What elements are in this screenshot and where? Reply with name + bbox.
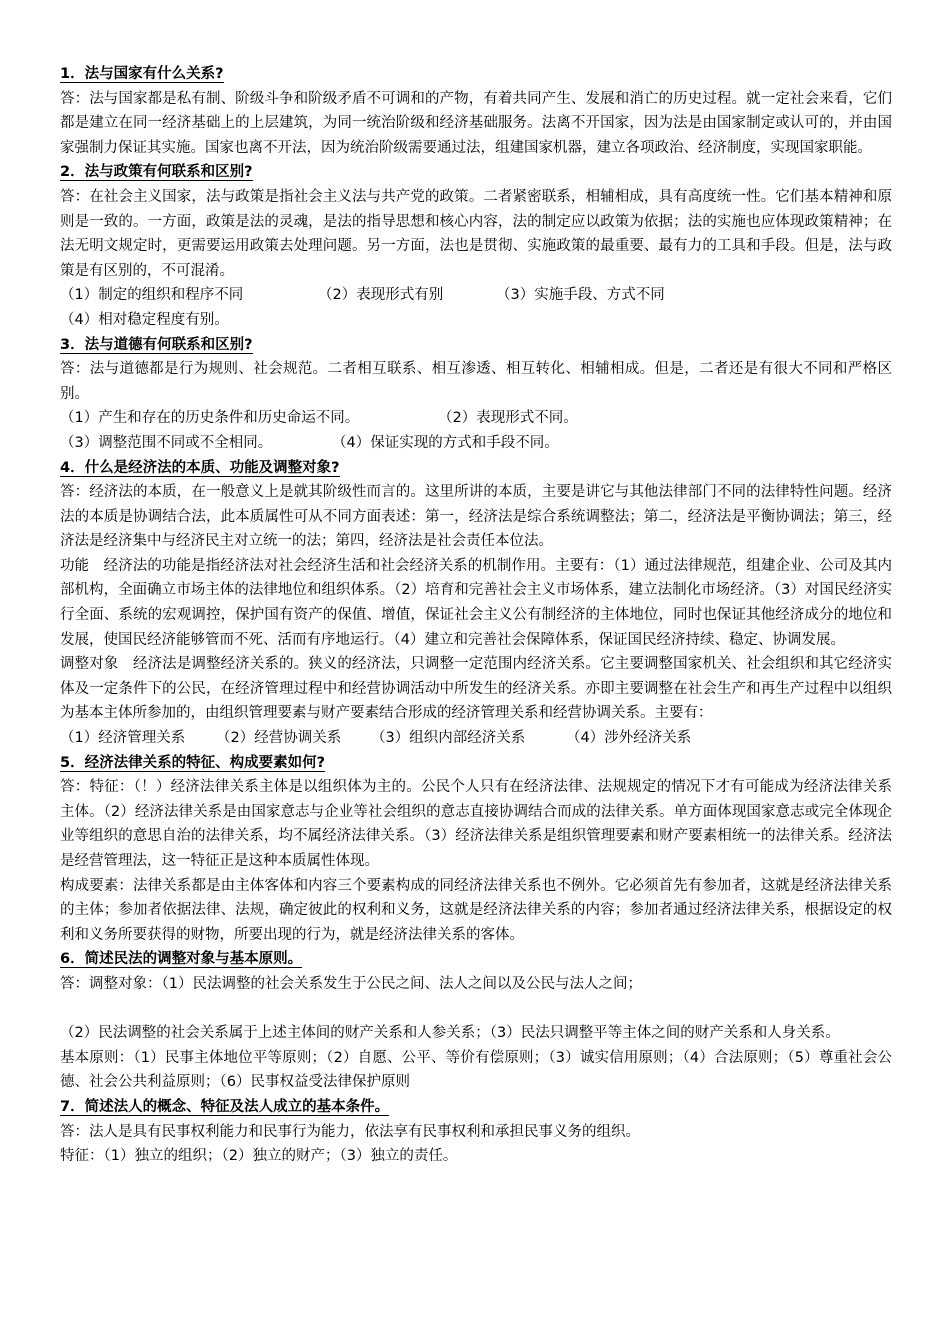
list-item: （2）经营协调关系 [216, 730, 342, 747]
question-4-function: 功能 经济法的功能是指经济法对社会经济生活和社会经济关系的机制作用。主要有：（1）通过法律规范，组建企业、公司及其内部机构，全面确立市场主体的法律地位和组织体系。（2）培育和完善社会主义市场体系，建立法制化市场经济。（3）对国民经济实行全面、系统的宏观调控，保护国有资产的保值、增值，保证社会主义公有制经济的主体地位，同时也保证其他经济成分的地位和发展，使国民经济能够管而不死、活而有序地运行。（4）建立和完善社会保障体系，保证国民经济持续、稳定、协调发展。 [60, 557, 892, 648]
question-5-elements: 构成要素：法律关系都是由主体客体和内容三个要素构成的同经济法律关系也不例外。它必须首先有参加者，这就是经济法律关系的主体；参加者依据法律、法规，确定彼此的权利和义务，这就是经济法律关系的内容；参加者通过经济法律关系，根据设定的权利和义务所要获得的财物，所要出现的行为，就是经济法律关系的客体。 [60, 877, 892, 943]
list-item: （3）实施手段、方式不同 [496, 287, 665, 304]
list-item: （4）相对稳定程度有别。 [60, 311, 229, 328]
question-2-answer: 答：在社会主义国家，法与政策是指社会主义法与共产党的政策。二者紧密联系，相辅相成，具有高度统一性。它们基本精神和原则是一致的。一方面，政策是法的灵魂，是法的指导思想和核心内容，法的制定应以政策为依据；法的实施也应体现政策精神；在法无明文规定时，更需要运用政策去处理问题。另一方面，法也是贯彻、实施政策的最重要、最有力的工具和手段。但是，法与政策是有区别的，不可混淆。 [60, 188, 892, 279]
list-item: （4）保证实现的方式和手段不同。 [332, 434, 559, 451]
list-item: （2）表现形式有别 [318, 287, 444, 304]
question-1-title: 1．法与国家有什么关系? [60, 66, 224, 82]
question-2-items-row-1 [60, 283, 892, 308]
question-6-answer: 答：调整对象：（1）民法调整的社会关系发生于公民之间、法人之间以及公民与法人之间； [60, 975, 642, 992]
question-4-object: 调整对象 经济法是调整经济关系的。狭义的经济法，只调整一定范围内经济关系。它主要调整国家机关、社会组织和其它经济实体及一定条件下的公民，在经济管理过程中和经营协调活动中所发生的经济关系。亦即主要调整在社会生产和再生产过程中以组织为基本主体所参加的，由组织管理要素与财产要素结合形成的经济管理关系和经营协调关系。主要有： [60, 656, 892, 722]
question-4-title: 4．什么是经济法的本质、功能及调整对象? [60, 459, 340, 476]
question-3-title: 3．法与道德有何联系和区别? [60, 336, 253, 353]
question-4-items-row [60, 726, 892, 751]
question-1-answer: 答：法与国家都是私有制、阶级斗争和阶级矛盾不可调和的产物，有着共同产生、发展和消亡的历史过程。就一定社会来看，它们都是建立在同一经济基础上的上层建筑，为同一统治阶级和经济基础服务。法离不开国家，因为法是由国家制定或认可的，并由国家强制力保证其实施。国家也离不开法，因为统治阶级需要通过法，组建国家机器，建立各项政治、经济制度，实现国家职能。 [60, 90, 892, 156]
question-5-title: 5．经济法律关系的特征、构成要素如何? [60, 754, 325, 771]
document-page [60, 62, 892, 1169]
question-3-answer: 答：法与道德都是行为规则、社会规范。二者相互联系、相互渗透、相互转化、相辅相成。但是，二者还是有很大不同和严格区别。 [60, 361, 892, 402]
list-item: （1）经济管理关系 [60, 730, 186, 747]
list-item: （1）产生和存在的历史条件和历史命运不同。 [60, 410, 360, 427]
list-item: （3）组织内部经济关系 [371, 730, 526, 747]
list-item: （2）表现形式不同。 [438, 410, 578, 427]
question-5-answer: 答：特征：（！）经济法律关系主体是以组织体为主的。公民个人只有在经济法律、法规规定的情况下才有可能成为经济法律关系主体。（2）经济法律关系是由国家意志与企业等社会组织的意志直接协调结合而成的法律关系。单方面体现国家意志或完全体现企业等组织的意思自治的法律关系，均不属经济法律关系。（3）经济法律关系是组织管理要素和财产要素相统一的法律关系。经济法是经营管理法，这一特征正是这种本质属性体现。 [60, 779, 892, 869]
question-6-title: 6．简述民法的调整对象与基本原则。 [60, 951, 303, 968]
list-item: （4）涉外经济关系 [566, 730, 692, 747]
question-7-features: 特征：（1）独立的组织；（2）独立的财产；（3）独立的责任。 [60, 1148, 458, 1165]
question-4-answer: 答：经济法的本质，在一般意义上是就其阶级性而言的。这里所讲的本质，主要是讲它与其他法律部门不同的法律特性问题。经济法的本质是协调结合法，此本质属性可从不同方面表述：第一，经济法是综合系统调整法；第二，经济法是平衡协调法；第三，经济法是经济集中与经济民主对立统一的法；第四，经济法是社会责任本位法。 [60, 484, 892, 550]
question-3-items-row-2 [60, 431, 892, 456]
question-3-items-row-1 [60, 406, 892, 431]
question-2-title: 2．法与政策有何联系和区别? [60, 164, 253, 181]
question-7-title: 7．简述法人的概念、特征及法人成立的基本条件。 [60, 1098, 390, 1115]
blank-line [60, 997, 892, 1022]
question-7-answer: 答：法人是具有民事权利能力和民事行为能力，依法享有民事权利和承担民事义务的组织。 [60, 1123, 640, 1140]
list-item: （3）调整范围不同或不全相同。 [60, 434, 273, 451]
question-6-answer-continued: （2）民法调整的社会关系属于上述主体间的财产关系和人参关系；（3）民法只调整平等主体之间的财产关系和人身关系。 [60, 1025, 840, 1042]
question-6-principles: 基本原则：（1）民事主体地位平等原则；（2）自愿、公平、等价有偿原则；（3）诚实信用原则；（4）合法原则；（5）尊重社会公德、社会公共利益原则；（6）民事权益受法律保护原则 [60, 1049, 892, 1091]
list-item: （1）制定的组织和程序不同 [60, 287, 244, 304]
question-2-items-row-2 [60, 308, 892, 333]
